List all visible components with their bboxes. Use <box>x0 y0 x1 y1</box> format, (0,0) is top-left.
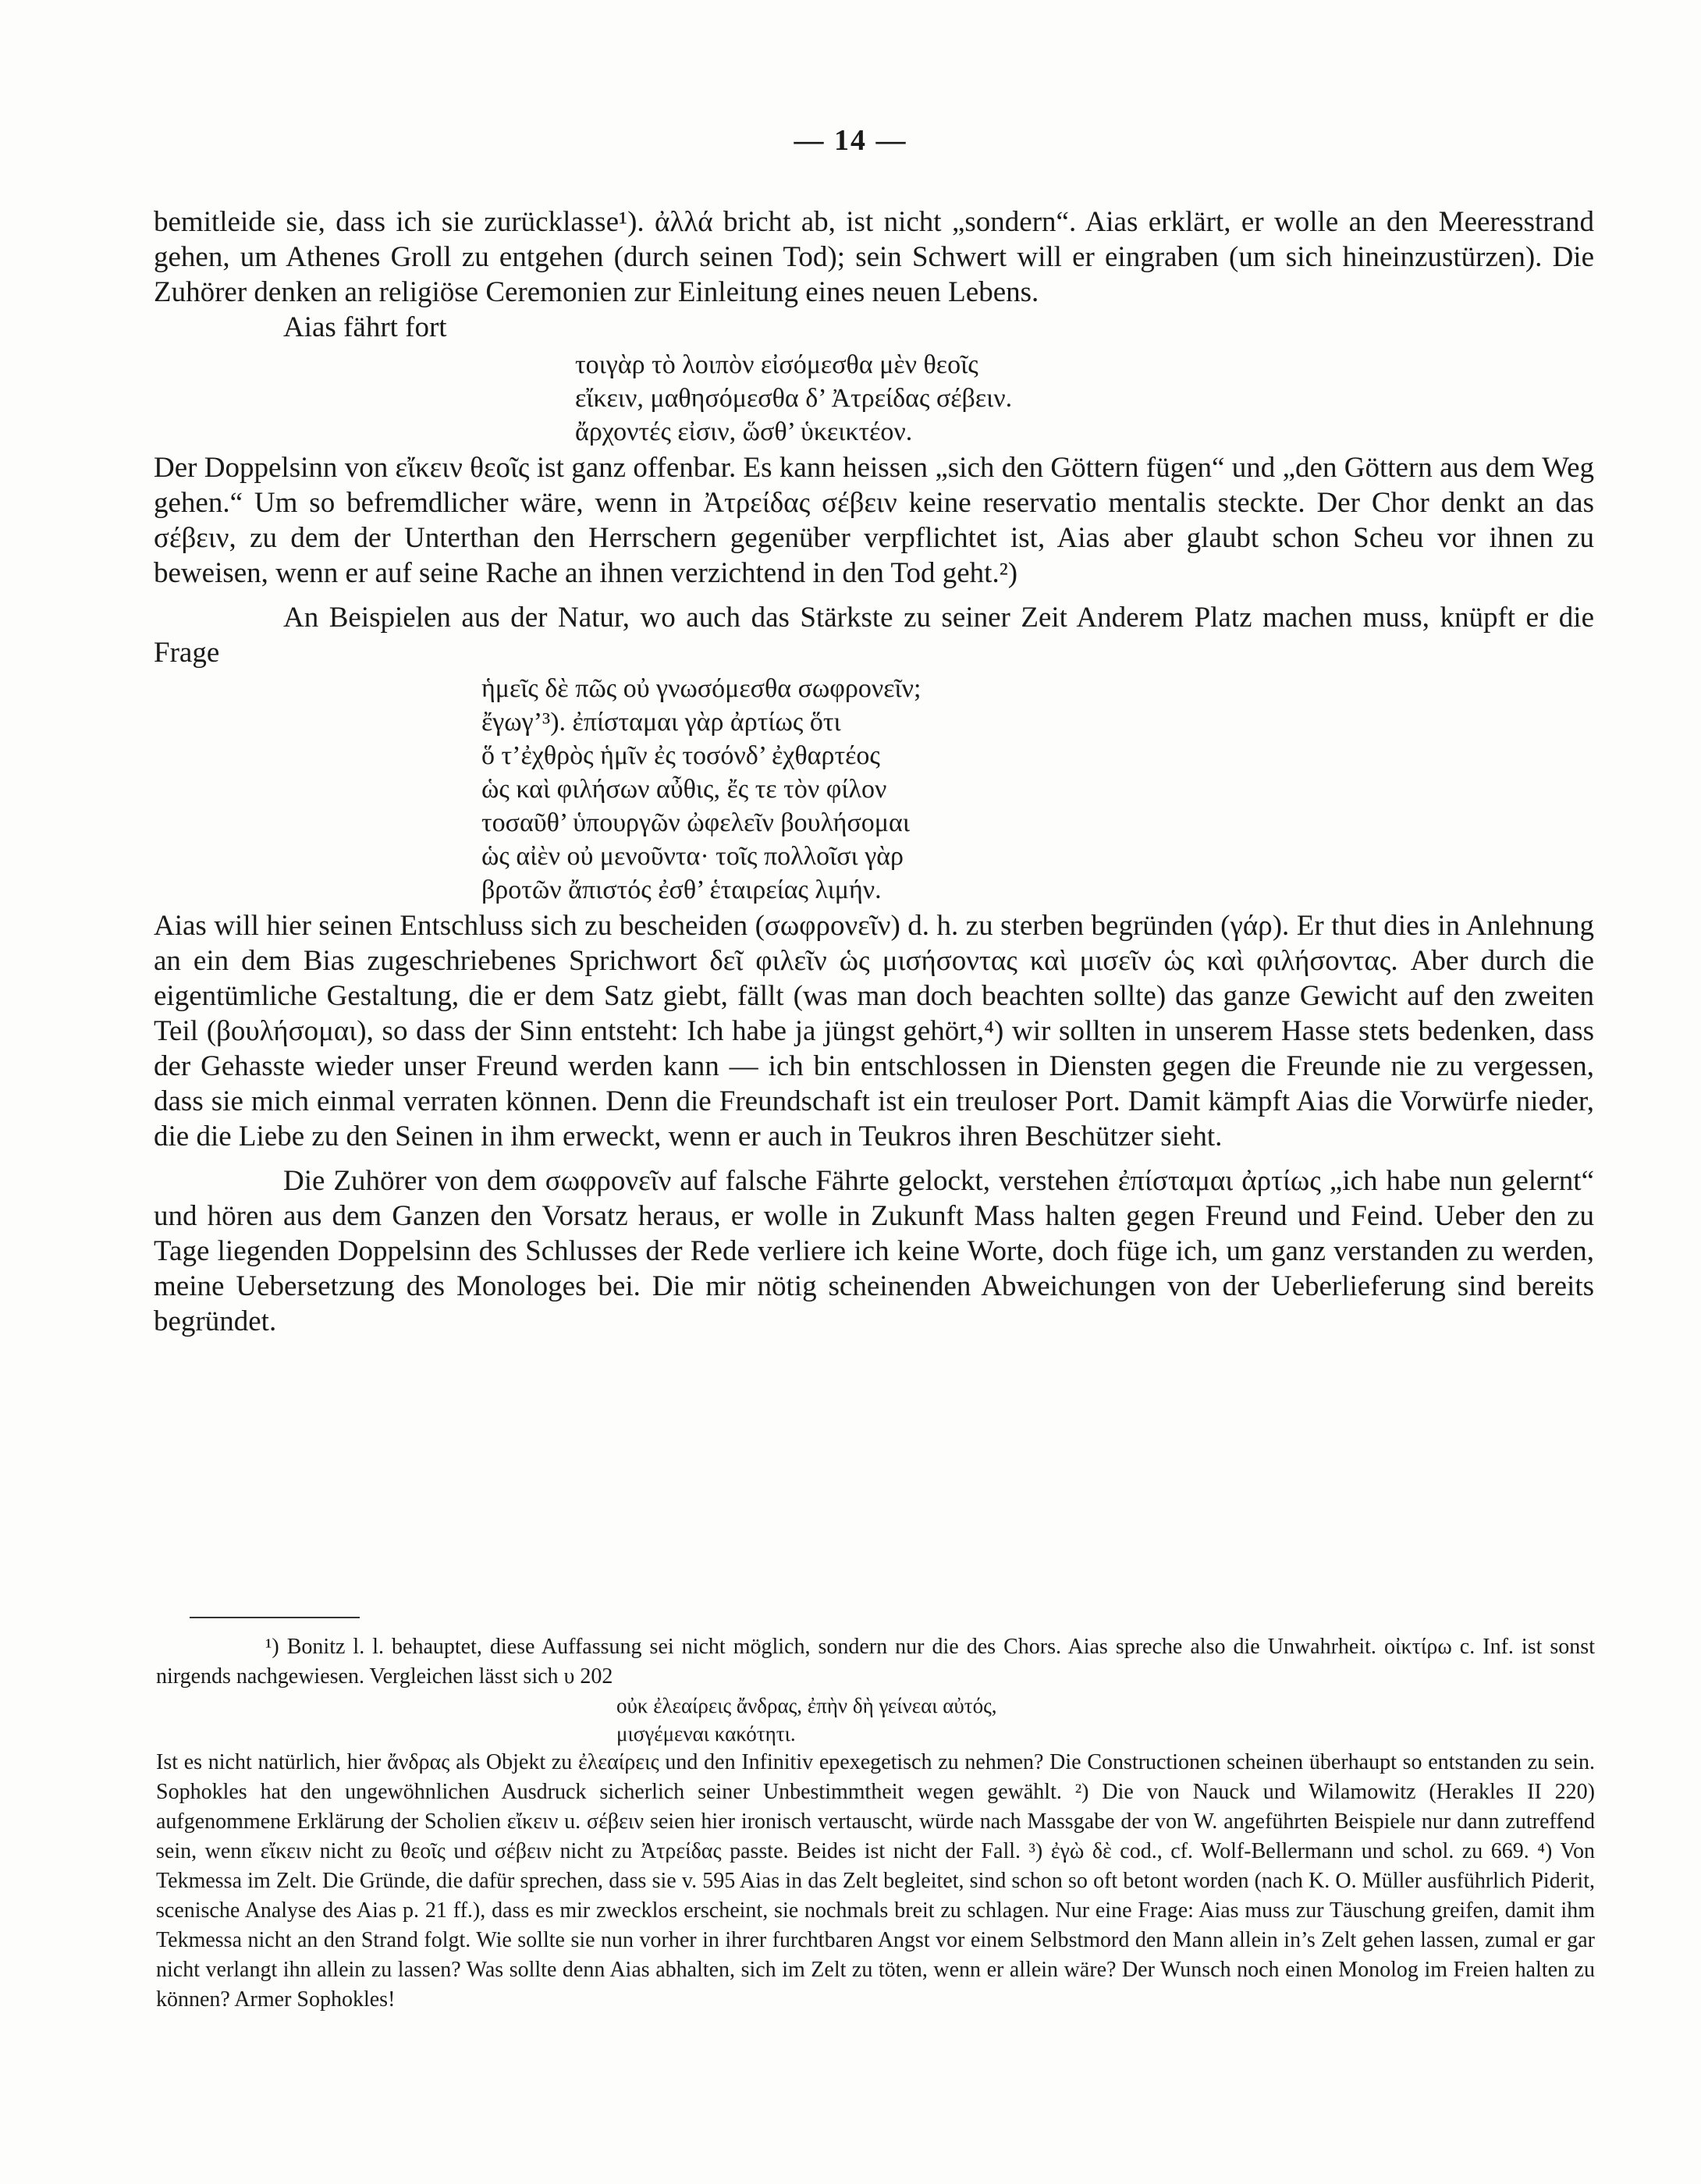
verse-line: ἡμεῖς δὲ πῶς οὐ γνωσόμεσθα σωφρονεῖν; <box>481 674 922 703</box>
verse-line: τοιγὰρ τὸ λοιπὸν εἰσόμεσθα μὲν θεοῖς <box>575 350 978 379</box>
footnotes <box>156 1632 1595 2015</box>
body-text <box>154 204 1594 1339</box>
paragraph-1: bemitleide sie, dass ich sie zurücklasse¹). ἀλλά bricht ab, ist nicht „sondern“. Aias erklärt, er wolle an den Meeresstrand gehen, um Athenes Groll zu entgehen (durch seinen Tod); sein Schwert will er eingraben (um sich hineinzustürzen). Die Zuhörer denken an religiöse Ceremonien zur Einleitung eines neuen Lebens. <box>154 206 1594 308</box>
verse-line: ὡς καὶ φιλήσων αὖθις, ἔς τε τὸν φίλον <box>481 775 887 804</box>
footnote-1: ¹) Bonitz l. l. behauptet, diese Auffassung sei nicht möglich, sondern nur die des Chors. Aias spreche also die Unwahrheit. οἰκτίρω c. Inf. ist sonst nirgends nachgewiesen. Vergleichen lässt sich υ 202 <box>156 1635 1595 1689</box>
verse-quote-2 <box>154 672 1594 907</box>
verse-line: ἔγωγ’³). ἐπίσταμαι γὰρ ἀρτίως ὅτι <box>481 708 841 737</box>
verse-line: εἴκειν, μαθησόμεσθα δ’ Ἀτρείδας σέβειν. <box>575 384 1013 413</box>
verse-line: ἄρχοντές εἰσιν, ὥσθ’ ὑκεικτέον. <box>575 417 913 446</box>
verse-line: ὡς αἰὲν οὐ μενοῦντα· τοῖς πολλοῖσι γὰρ <box>481 842 904 871</box>
verse-line: βροτῶν ἄπιστός ἐσθ’ ἑταιρείας λιμήν. <box>481 875 882 904</box>
verse-line: μισγέμεναι κακότητι. <box>616 1722 796 1745</box>
paragraph-4: An Beispielen aus der Natur, wo auch das Stärkste zu seiner Zeit Anderem Platz machen muss, knüpft er die Frage <box>154 602 1594 669</box>
paragraph-6: Die Zuhörer von dem σωφρονεῖν auf falsche Fährte gelockt, verstehen ἐπίσταμαι ἀρτίως „ich habe nun gelernt“ und hören aus dem Ganzen den Vorsatz heraus, er wolle in Zukunft Mass halten gegen Freund und Feind. Ueber den zu Tage liegenden Doppelsinn des Schlusses der Rede verliere ich keine Worte, doch füge ich, um ganz verstanden zu werden, meine Uebersetzung des Monologes bei. Die mir nötig scheinenden Abweichungen von der Ueberlieferung sind bereits begründet. <box>154 1165 1594 1337</box>
paragraph-5: Aias will hier seinen Entschluss sich zu bescheiden (σωφρονεῖν) d. h. zu sterben begründen (γάρ). Er thut dies in Anlehnung an ein dem Bias zugeschriebenes Sprichwort δεῖ φιλεῖν ὡς μισήσοντας καὶ μισεῖν ὡς καὶ φιλήσοντας. Aber durch die eigentümliche Gestaltung, die er dem Satz giebt, fällt (was man doch beachten sollte) das ganze Gewicht auf den zweiten Teil (βουλήσομαι), so dass der Sinn entsteht: Ich habe ja jüngst gehört,⁴) wir sollten in unserem Hasse stets bedenken, dass der Gehasste wieder unser Freund werden kann — ich bin entschlossen in Diensten gegen die Freunde nie zu vergessen, dass sie mich einmal verraten können. Denn die Freundschaft ist ein treuloser Port. Damit kämpft Aias die Vorwürfe nieder, die die Liebe zu den Seinen in ihm erweckt, wenn er auch in Teukros ihren Beschützer sieht. <box>154 910 1594 1152</box>
footnotes-continued: Ist es nicht natürlich, hier ἄνδρας als Objekt zu ἐλεαίρεις und den Infinitiv epexegetisch zu nehmen? Die Constructionen scheinen überhaupt so entstanden zu sein. Sophokles hat den ungewöhnlichen Ausdruck sicherlich seiner Unbestimmtheit wegen gewählt. ²) Die von Nauck und Wilamowitz (Herakles II 220) aufgenommene Erklärung der Scholien εἴκειν u. σέβειν seien hier ironisch vertauscht, würde nach Massgabe der von W. angeführten Beispiele nur dann zutreffend sein, wenn εἴκειν nicht zu θεοῖς und σέβειν nicht zu Ἀτρείδας passte. Beides ist nicht der Fall. ³) ἐγὼ δὲ cod., cf. Wolf-Bellermann und schol. zu 669. ⁴) Von Tekmessa im Zelt. Die Gründe, die dafür sprechen, dass sie v. 595 Aias in das Zelt begleitet, sind schon so oft betont worden (nach K. O. Müller ausführlich Piderit, scenische Analyse des Aias p. 21 ff.), dass es mir zwecklos erscheint, sie nochmals breit zu schlagen. Nur eine Frage: Aias muss zur Täuschung greifen, damit ihm Tekmessa nicht an den Strand folgt. Wie sollte sie nun vorher in ihrer furchtbaren Angst vor einem Selbstmord den Mann allein in’s Zelt gehen lassen, zumal er gar nicht verlangt ihn allein zu lassen? Was sollte denn Aias abhalten, sich im Zelt zu töten, wenn er allein wäre? Der Wunsch noch einen Monolog im Freien halten zu können? Armer Sophokles! <box>156 1750 1595 2012</box>
verse-quote-1 <box>154 348 1594 449</box>
verse-line: ὅ τ’ἐχθρὸς ἡμῖν ἐς τοσόνδ’ ἐχθαρτέος <box>481 741 880 770</box>
paragraph-3: Der Doppelsinn von εἴκειν θεοῖς ist ganz offenbar. Es kann heissen „sich den Göttern fügen“ und „den Göttern aus dem Weg gehen.“ Um so befremdlicher wäre, wenn in Ἀτρείδας σέβειν keine reservatio mentalis steckte. Der Chor denkt an das σέβειν, zu dem der Unterthan den Herrschern gegenüber verpflichtet ist, Aias aber glaubt schon Scheu vor ihnen zu beweisen, wenn er auf seine Rache an ihnen verzichtend in den Tod geht.²) <box>154 452 1594 589</box>
page-number: — 14 — <box>794 124 907 157</box>
verse-line: τοσαῦθ’ ὑπουργῶν ὠφελεῖν βουλήσομαι <box>481 808 910 837</box>
paragraph-2: Aias fährt fort <box>283 311 447 343</box>
footnote-rule <box>190 1617 360 1618</box>
footnote-verse <box>156 1692 1595 1748</box>
verse-line: οὐκ ἐλεαίρεις ἄνδρας, ἐπὴν δὴ γείνεαι αὐτός, <box>616 1694 997 1717</box>
